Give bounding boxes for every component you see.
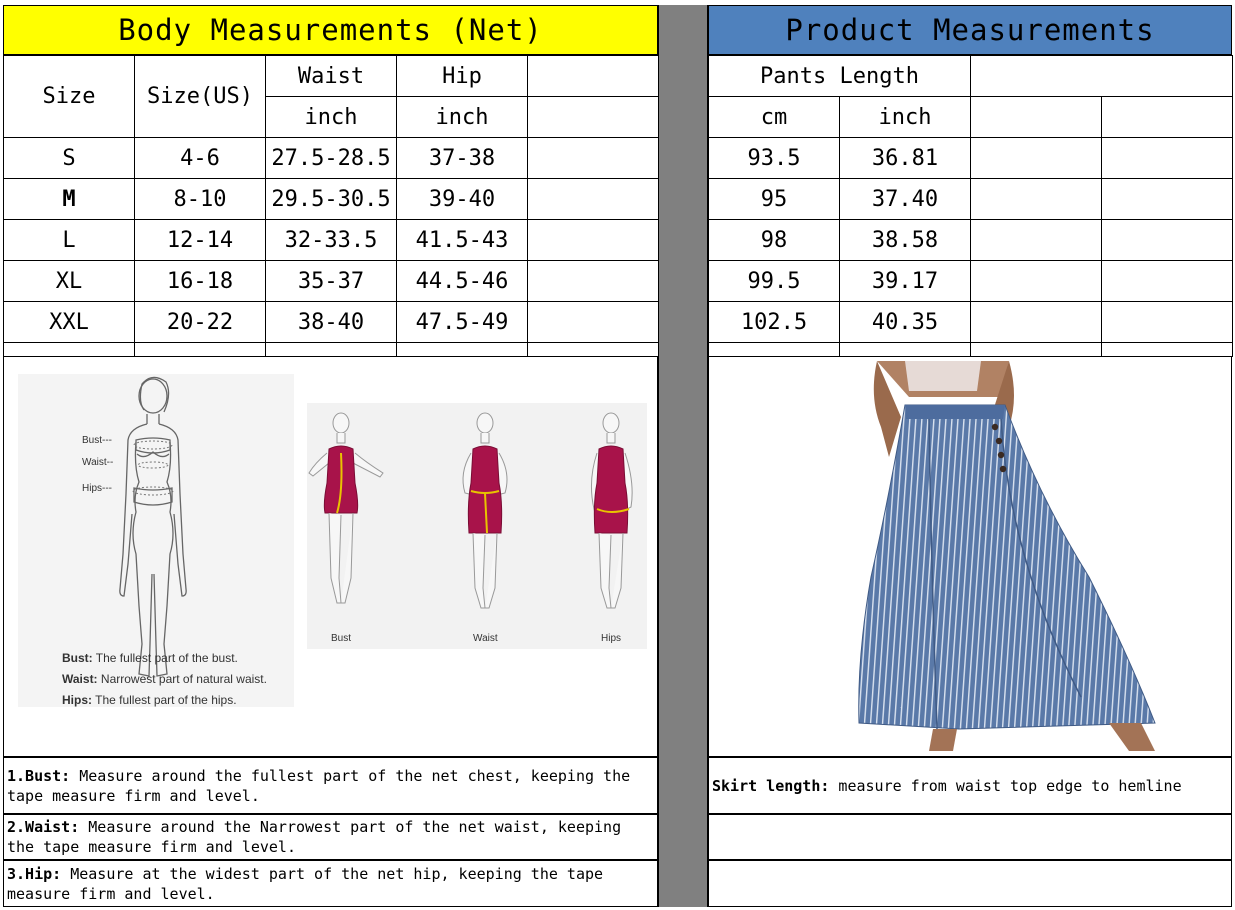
note-skirt-length: Skirt length: measure from waist top edge to hemline <box>708 757 1232 814</box>
table-row <box>4 220 659 261</box>
spacer-row <box>709 343 1233 357</box>
size-cell: S <box>4 138 135 179</box>
us-size-cell: 16-18 <box>135 261 266 302</box>
dress-label-bust: Bust <box>331 633 352 644</box>
hip-cell: 41.5-43 <box>397 220 528 261</box>
bust-mark-label: Bust--- <box>82 435 112 446</box>
waist-mark-label: Waist-- <box>82 457 114 468</box>
table-row <box>709 302 1233 343</box>
inch-cell: 39.17 <box>840 261 971 302</box>
product-photo-panel <box>708 356 1232 757</box>
hip-cell: 37-38 <box>397 138 528 179</box>
dress-label-waist: Waist <box>473 633 498 644</box>
unit-waist: inch <box>266 97 397 138</box>
striped-skirt-photo <box>709 357 1231 756</box>
us-size-cell: 8-10 <box>135 179 266 220</box>
empty-cell <box>528 56 659 97</box>
product-measurements-table <box>708 55 1233 357</box>
table-row <box>709 138 1233 179</box>
note-waist: 2.Waist: Measure around the Narrowest part of the net waist, keeping the tape measure firm and level. <box>3 814 658 860</box>
col-size-header: Size <box>4 56 135 138</box>
col-hip-header: Hip <box>397 56 528 97</box>
note-hip: 3.Hip: Measure at the widest part of the net hip, keeping the tape measure firm and level. <box>3 860 658 907</box>
us-size-cell: 12-14 <box>135 220 266 261</box>
hips-mark-label: Hips--- <box>82 483 112 494</box>
inch-cell: 38.58 <box>840 220 971 261</box>
size-cell: L <box>4 220 135 261</box>
body-outline-figure <box>18 374 294 707</box>
legend-item-waist: Waist: Narrowest part of natural waist. <box>62 672 267 686</box>
empty-cell <box>528 302 659 343</box>
empty-cell <box>971 56 1233 97</box>
col-size-us-header: Size(US) <box>135 56 266 138</box>
empty-cell <box>528 261 659 302</box>
size-cell: M <box>4 179 135 220</box>
table-row <box>4 179 659 220</box>
hip-cell: 39-40 <box>397 179 528 220</box>
dress-figures-illustration <box>307 403 647 649</box>
legend-item-hips: Hips: The fullest part of the hips. <box>62 693 237 707</box>
size-cell: XL <box>4 261 135 302</box>
table-row <box>709 220 1233 261</box>
unit-hip: inch <box>397 97 528 138</box>
gray-divider-column <box>658 5 708 907</box>
empty-note-row <box>708 860 1232 907</box>
unit-inch: inch <box>840 97 971 138</box>
cm-cell: 95 <box>709 179 840 220</box>
waist-cell: 38-40 <box>266 302 397 343</box>
cm-cell: 102.5 <box>709 302 840 343</box>
us-size-cell: 20-22 <box>135 302 266 343</box>
table-row <box>4 261 659 302</box>
waist-cell: 27.5-28.5 <box>266 138 397 179</box>
col-waist-header: Waist <box>266 56 397 97</box>
note-bust: 1.Bust: Measure around the fullest part of the net chest, keeping the tape measure firm and level. <box>3 757 658 814</box>
table-row <box>4 302 659 343</box>
empty-cell <box>528 97 659 138</box>
empty-cell <box>1102 97 1233 138</box>
cm-cell: 99.5 <box>709 261 840 302</box>
waist-cell: 35-37 <box>266 261 397 302</box>
spacer-row <box>4 343 659 357</box>
cm-cell: 98 <box>709 220 840 261</box>
table-row <box>709 261 1233 302</box>
legend-item-bust: Bust: The fullest part of the bust. <box>62 651 238 665</box>
cm-cell: 93.5 <box>709 138 840 179</box>
empty-cell <box>971 97 1102 138</box>
unit-cm: cm <box>709 97 840 138</box>
empty-cell <box>528 179 659 220</box>
hip-cell: 44.5-46 <box>397 261 528 302</box>
body-measurements-table <box>3 55 659 357</box>
waist-cell: 29.5-30.5 <box>266 179 397 220</box>
empty-cell <box>528 220 659 261</box>
waist-cell: 32-33.5 <box>266 220 397 261</box>
table-row <box>4 138 659 179</box>
size-cell: XXL <box>4 302 135 343</box>
empty-note-row <box>708 814 1232 860</box>
us-size-cell: 4-6 <box>135 138 266 179</box>
empty-cell <box>528 138 659 179</box>
dress-figures <box>307 403 647 649</box>
dress-label-hips: Hips <box>601 633 622 644</box>
inch-cell: 40.35 <box>840 302 971 343</box>
inch-cell: 37.40 <box>840 179 971 220</box>
col-pants-length-header: Pants Length <box>709 56 971 97</box>
table-row <box>709 179 1233 220</box>
measurement-legend <box>62 648 292 711</box>
inch-cell: 36.81 <box>840 138 971 179</box>
product-measurements-header: Product Measurements <box>708 5 1232 55</box>
body-measurements-header: Body Measurements (Net) <box>3 5 658 55</box>
hip-cell: 47.5-49 <box>397 302 528 343</box>
